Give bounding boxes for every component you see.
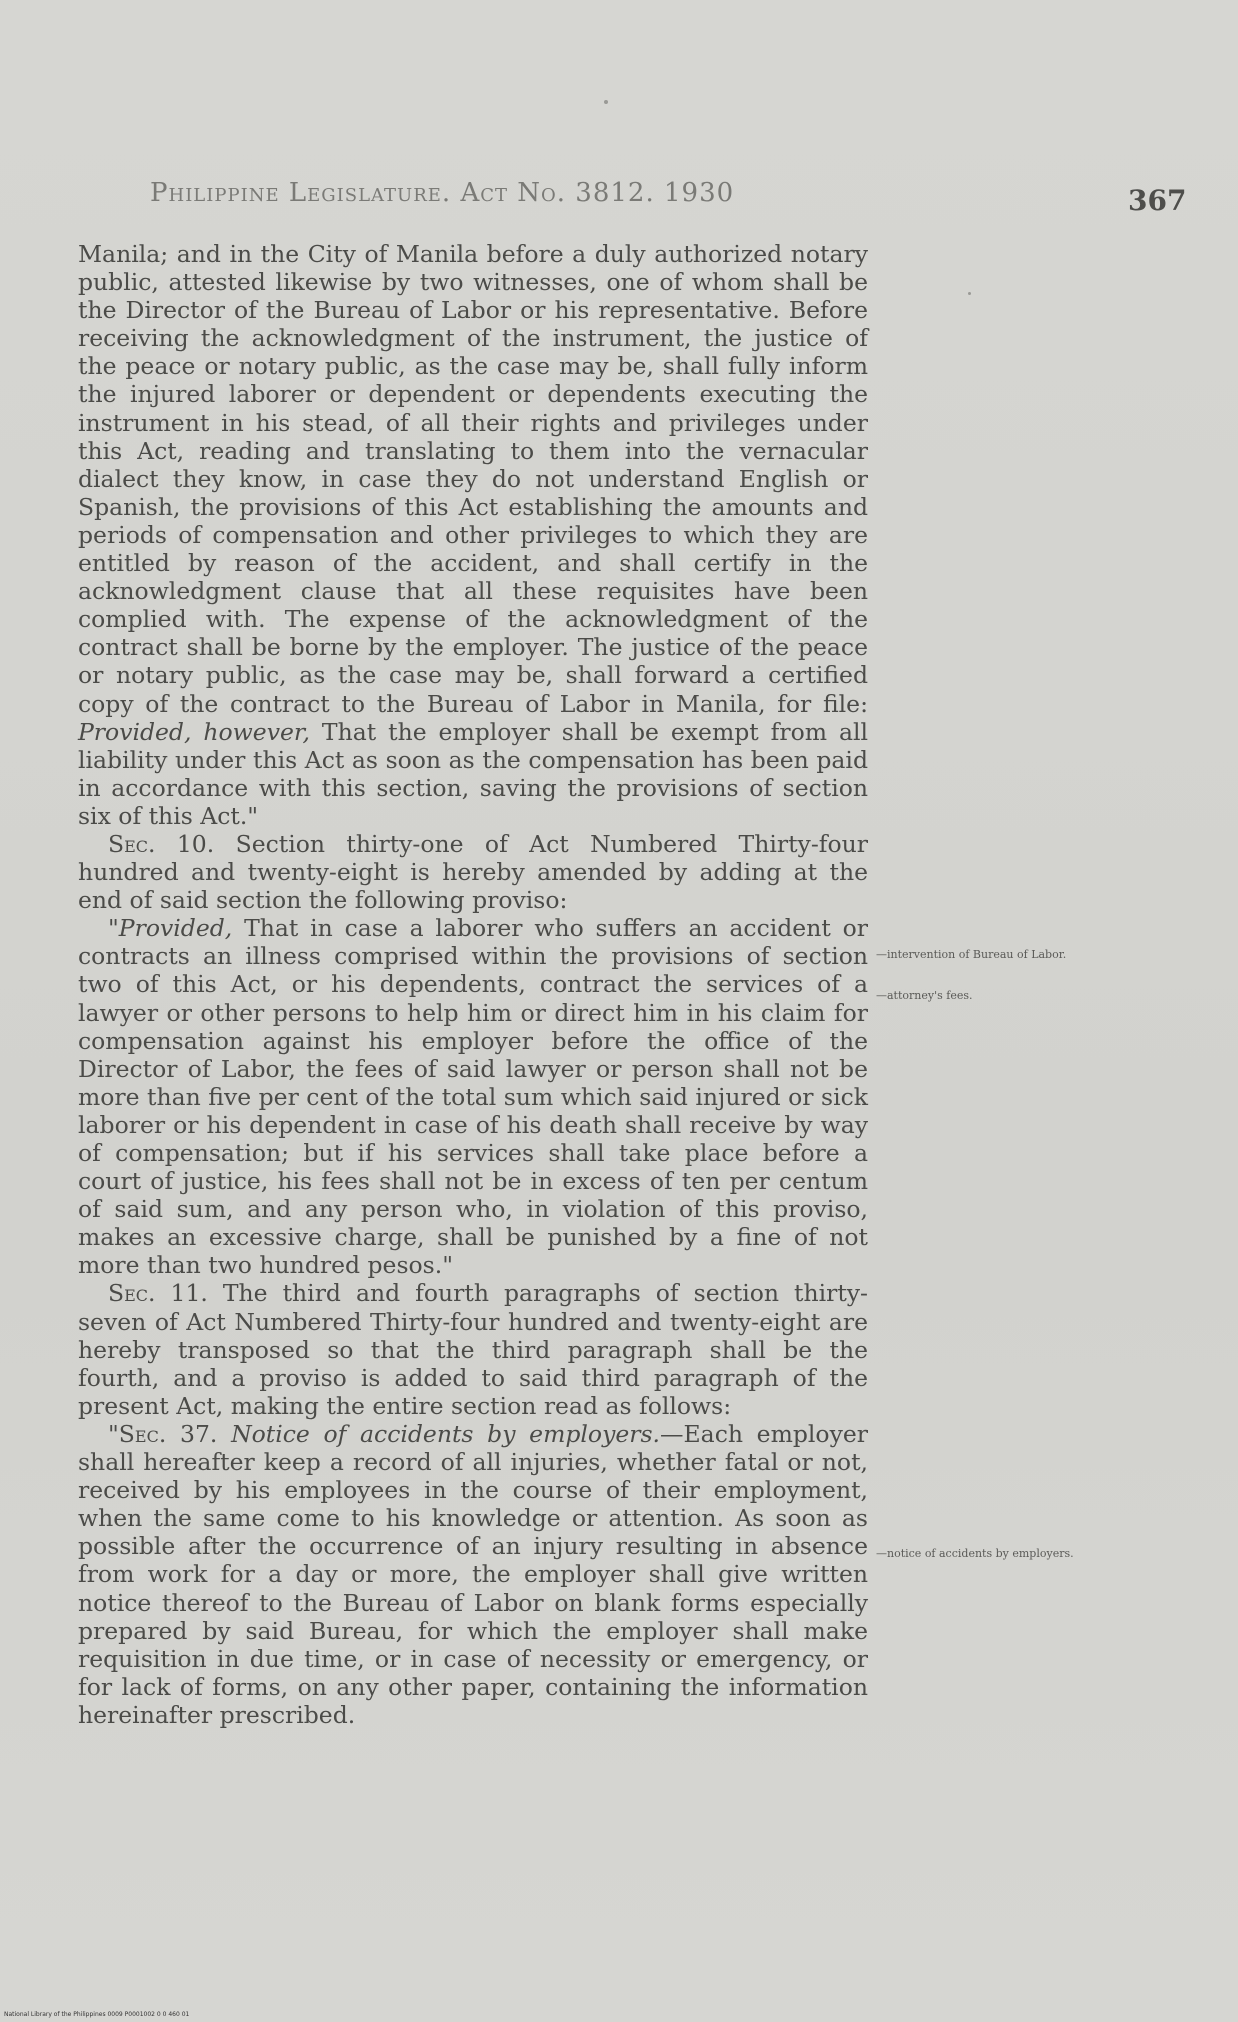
- proviso-emphasis: "Provided,: [108, 914, 233, 943]
- section-label: Sec. 11.: [108, 1279, 208, 1308]
- paragraph-text: Manila; and in the City of Manila before a duly authorized notary public, attested likewise by two witnesses, one of whom shall be the Director of the Bureau of Labor or his representative. Before receiving the acknowledgment of the instrument, the justice of the peace or notary public, as the case may be, shall fully inform the injured laborer or dependent or dependents executing the instrument in his stead, of all their rights and privileges under this Act, reading and translating to them into the vernacular dialect they know, in case they do not understand English or Spanish, the provisions of this Act establishing the amounts and periods of compensation and other privileges to which they are entitled by reason of the accident, and shall certify in the acknowledgment clause that all these requisites have been complied with. The expense of the acknowledgment of the contract shall be borne by the employer. The justice of the peace or notary public, as the case may be, shall forward a certified copy of the contract to the Bureau of Labor in Manila, for file:: [78, 240, 868, 718]
- proviso-paragraph: [78, 914, 868, 1279]
- page-number: 367: [1128, 184, 1187, 217]
- margin-note-attorney: —attorney's fees.: [876, 989, 973, 1002]
- margin-note-intervention: —intervention of Bureau of Labor.: [876, 948, 1067, 961]
- section-text: —Each employer shall hereafter keep a record of all injuries, whether fatal or not, received by his employees in the course of their employment, when the same come to his knowledge or attention. As soon as possible after the occurrence of an injury resulting in absence from work for a day or more, the employer shall give written notice thereof to the Bureau of Labor on blank forms especially prepared by said Bureau, for which the employer shall make requisition in due time, or in case of necessity or emergency, or for lack of forms, on any other paper, containing the information hereinafter prescribed.: [78, 1419, 868, 1729]
- body-text: [78, 240, 868, 1729]
- proviso-emphasis: Provided, however,: [78, 717, 310, 746]
- section-37: [78, 1420, 868, 1729]
- section-text: Section thirty-one of Act Numbered Thirty-four hundred and twenty-eight is hereby amended by adding at the end of said section the following proviso:: [78, 829, 868, 915]
- speck-mark: [968, 292, 971, 295]
- section-label: "Sec. 37.: [108, 1419, 218, 1448]
- proviso-text: That in case a laborer who suffers an accident or contracts an illness comprised within the provisions of section two of this Act, or his dependents, contract the services of a lawyer or other persons to help him or direct him in his claim for compensation against his employer before the office of the Director of Labor, the fees of said lawyer or person shall not be more than five per cent of the total sum which said injured or sick laborer or his dependent in case of his death shall receive by way of compensation; but if his services shall take place before a court of justice, his fees shall not be in excess of ten per centum of said sum, and any person who, in violation of this proviso, makes an excessive charge, shall be punished by a fine of not more than two hundred pesos.": [78, 914, 868, 1280]
- footer-credit: National Library of the Philippines 0009 P0001002 0 0 460 01: [4, 2011, 190, 2018]
- section-text: The third and fourth paragraphs of section thirty-seven of Act Numbered Thirty-four hundred and twenty-eight are hereby transposed so that the third paragraph shall be the fourth, and a proviso is added to said third paragraph of the present Act, making the entire section read as follows:: [78, 1279, 868, 1420]
- margin-note-notice: —notice of accidents by employers.: [876, 1547, 1074, 1560]
- paragraph-continuation: [78, 240, 868, 830]
- section-label: Sec. 10.: [108, 829, 215, 858]
- paragraph-text-end: That the employer shall be exempt from all liability under this Act as soon as the compensation has been paid in accordance with this section, saving the provisions of section six of this Act.": [78, 717, 868, 830]
- section-title: Notice of accidents by employers.: [217, 1419, 661, 1448]
- running-head: Philippine Legislature. Act No. 3812. 1930: [150, 178, 735, 208]
- section-10: [78, 830, 868, 914]
- section-11: [78, 1279, 868, 1419]
- speck-mark: [604, 100, 608, 104]
